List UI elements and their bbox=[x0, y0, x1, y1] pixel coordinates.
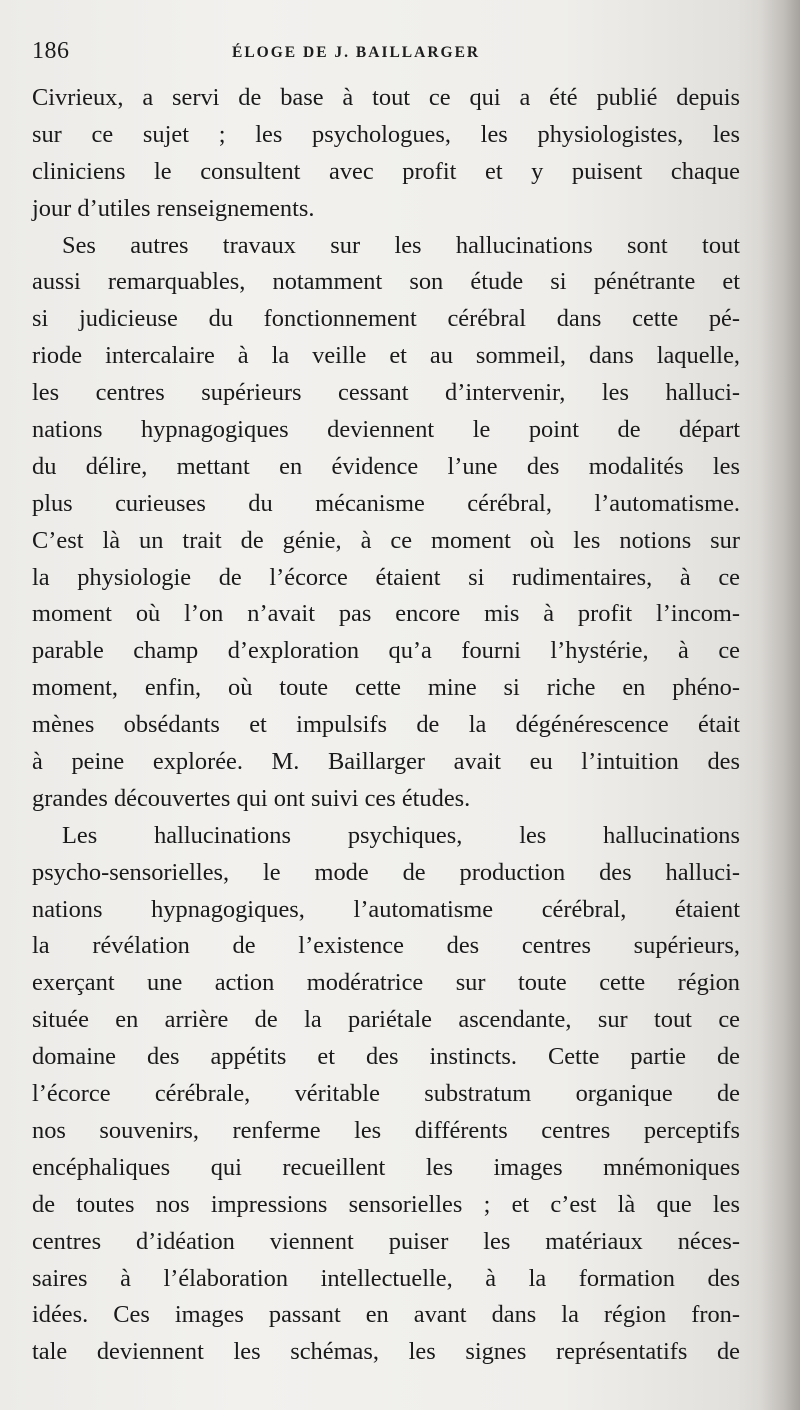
page-gutter-shadow bbox=[760, 0, 800, 1410]
text-line: sur ce sujet ; les psychologues, les physiologistes, les bbox=[32, 120, 740, 148]
text-line: Civrieux, a servi de base à tout ce qui a été publié depuis bbox=[32, 84, 740, 111]
text-line: les centres supérieurs cessant d’intervenir, les halluci- bbox=[32, 379, 740, 407]
text-line: saires à l’élaboration intellectuelle, à la formation des bbox=[32, 1264, 740, 1292]
text-line: domaine des appétits et des instincts. Cette partie de bbox=[32, 1043, 740, 1071]
text-line: nations hypnagogiques deviennent le point de départ bbox=[32, 416, 740, 444]
text-line: moment où l’on n’avait pas encore mis à profit l’incom- bbox=[32, 600, 740, 628]
text-line: jour d’utiles renseignements. bbox=[32, 194, 315, 222]
running-head bbox=[32, 36, 752, 76]
page-number: 186 bbox=[32, 38, 70, 64]
text-line: l’écorce cérébrale, véritable substratum organique de bbox=[32, 1080, 740, 1108]
text-line: grandes découvertes qui ont suivi ces études. bbox=[32, 784, 471, 812]
text-line: cliniciens le consultent avec profit et y puisent chaque bbox=[32, 157, 740, 185]
text-line: centres d’idéation viennent puiser les matériaux néces- bbox=[32, 1227, 740, 1255]
text-line: la révélation de l’existence des centres supérieurs, bbox=[32, 932, 740, 960]
text-line: nations hypnagogiques, l’automatisme cérébral, étaient bbox=[32, 895, 740, 923]
paragraph-start-line: Ses autres travaux sur les hallucinations sont tout bbox=[62, 231, 740, 259]
text-line: parable champ d’exploration qu’a fourni l’hystérie, à ce bbox=[32, 637, 740, 665]
text-line: exerçant une action modératrice sur toute cette région bbox=[32, 969, 740, 997]
text-line: nos souvenirs, renferme les différents centres perceptifs bbox=[32, 1116, 740, 1144]
text-line: aussi remarquables, notamment son étude si pénétrante et bbox=[32, 268, 740, 296]
text-line: riode intercalaire à la veille et au sommeil, dans laquelle, bbox=[32, 342, 740, 370]
text-line: idées. Ces images passant en avant dans la région fron- bbox=[32, 1301, 740, 1329]
text-line: psycho-sensorielles, le mode de production des halluci- bbox=[32, 858, 740, 886]
paragraph-start-line: Les hallucinations psychiques, les hallucinations bbox=[62, 821, 740, 849]
text-line: moment, enfin, où toute cette mine si riche en phéno- bbox=[32, 674, 740, 702]
text-line: C’est là un trait de génie, à ce moment où les notions sur bbox=[32, 526, 740, 554]
text-line: plus curieuses du mécanisme cérébral, l’automatisme. bbox=[32, 489, 740, 517]
text-line: du délire, mettant en évidence l’une des modalités les bbox=[32, 452, 740, 480]
running-title: ÉLOGE DE J. BAILLARGER bbox=[232, 44, 481, 61]
text-line: située en arrière de la pariétale ascendante, sur tout ce bbox=[32, 1006, 740, 1034]
body-text bbox=[32, 80, 740, 1371]
text-line: la physiologie de l’écorce étaient si rudimentaires, à ce bbox=[32, 563, 740, 591]
text-line: à peine explorée. M. Baillarger avait eu l’intuition des bbox=[32, 748, 740, 776]
text-line: de toutes nos impressions sensorielles ; et c’est là que les bbox=[32, 1190, 740, 1218]
text-line: tale deviennent les schémas, les signes représentatifs de bbox=[32, 1338, 740, 1366]
text-line: si judicieuse du fonctionnement cérébral dans cette pé- bbox=[32, 305, 740, 333]
text-line: mènes obsédants et impulsifs de la dégénérescence était bbox=[32, 711, 740, 739]
text-line: encéphaliques qui recueillent les images mnémoniques bbox=[32, 1153, 740, 1181]
